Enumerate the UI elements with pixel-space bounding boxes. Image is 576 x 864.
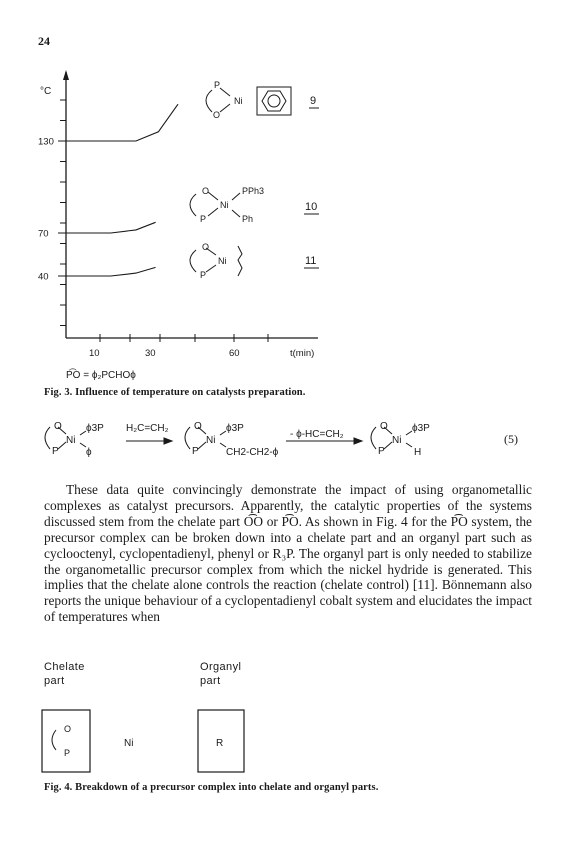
svg-text:ϕ3P: ϕ3P	[412, 423, 430, 434]
svg-text:O: O	[202, 242, 210, 252]
x-tick-label: 30	[145, 348, 156, 359]
page-number: 24	[38, 34, 50, 48]
svg-text:P: P	[192, 446, 199, 457]
svg-text:O: O	[202, 186, 210, 196]
figure-3-chart	[0, 0, 576, 400]
svg-text:P: P	[52, 446, 59, 457]
svg-text:O: O	[194, 421, 202, 432]
chelate-box	[42, 710, 90, 772]
figure-3-caption: Fig. 3. Influence of temperature on catalysts preparation.	[44, 387, 306, 398]
reagent-label: H₂C=CH₂	[126, 423, 169, 434]
elimination-label: - ϕ-HC=CH₂	[290, 429, 344, 440]
svg-text:PPh3: PPh3	[242, 186, 265, 196]
svg-text:O: O	[380, 421, 388, 432]
svg-text:Ni: Ni	[234, 96, 243, 106]
y-tick-label: 130	[38, 136, 54, 148]
svg-text:P: P	[200, 214, 207, 224]
x-tick-label: 10	[89, 348, 100, 359]
svg-text:O: O	[54, 421, 62, 432]
equation-number: (5)	[504, 432, 518, 446]
svg-text:ϕ: ϕ	[86, 447, 92, 458]
svg-text:P: P	[64, 748, 71, 758]
svg-text:ϕ3P: ϕ3P	[86, 423, 104, 434]
label-10: 10	[305, 201, 318, 213]
series-line-11	[66, 267, 156, 276]
svg-text:O: O	[213, 110, 221, 120]
svg-text:P: P	[378, 446, 385, 457]
figure-4-caption: Fig. 4. Breakdown of a precursor complex into chelate and organyl parts.	[44, 782, 379, 793]
series-line-10	[66, 222, 156, 233]
svg-text:Ni: Ni	[66, 435, 76, 446]
organyl-part-label: Organyl part	[200, 661, 242, 687]
y-unit-label: °C	[40, 86, 52, 97]
svg-text:Ph: Ph	[242, 214, 254, 224]
svg-text:P: P	[214, 80, 221, 90]
y-tick-label: 70	[38, 228, 49, 240]
svg-text:CH2-CH2-ϕ: CH2-CH2-ϕ	[226, 447, 279, 458]
svg-text:Ni: Ni	[392, 435, 402, 446]
y-axis-arrow	[63, 70, 69, 80]
svg-text:Ni: Ni	[206, 435, 216, 446]
svg-text:P: P	[200, 270, 207, 280]
label-11: 11	[305, 255, 317, 267]
series-lines	[66, 104, 178, 276]
equation-5	[0, 405, 576, 475]
svg-text:O: O	[64, 724, 72, 734]
y-tick-label: 40	[38, 271, 49, 283]
svg-text:R: R	[216, 738, 224, 749]
svg-text:H: H	[414, 447, 422, 458]
svg-text:Ni: Ni	[220, 200, 229, 210]
structure-10	[190, 192, 240, 217]
structure-11	[190, 246, 242, 276]
svg-text:Ni: Ni	[218, 256, 227, 266]
series-line-9	[66, 104, 178, 141]
label-9: 9	[310, 95, 317, 107]
y-ticks	[38, 100, 82, 326]
body-paragraph: These data quite convincingly demonstrate the impact of using organometallic complexes as catalyst precursors. Apparently, the catalytic properties of the systems discussed stem from the chelate part O͡O or P͡O. As shown in Fig. 4 for the P͡O system, the precursor complex can be broken down into a chelate part and an organyl part such as cyclooctenyl, cyclopentadienyl, phenyl or R₃P. The organyl part is only needed to stabilize the organometallic precursor complex from which the nickel hydride is generated. This implies that the chelate alone controls the reaction (chelate control) [11]. Bönnemann also reports the unique behaviour of a cyclopentadienyl cobalt system and elucidates the impact of temperatures when	[44, 482, 532, 625]
figure-4-diagram	[0, 700, 576, 780]
ni-label: Ni	[124, 738, 134, 749]
x-axis-label: t(min)	[290, 348, 315, 359]
chelate-part-label: Chelate part	[44, 661, 85, 687]
x-tick-label: 60	[229, 348, 240, 359]
legend-note: P͡O = ϕ₂PCHOϕ	[66, 370, 136, 381]
svg-text:ϕ3P: ϕ3P	[226, 423, 244, 434]
